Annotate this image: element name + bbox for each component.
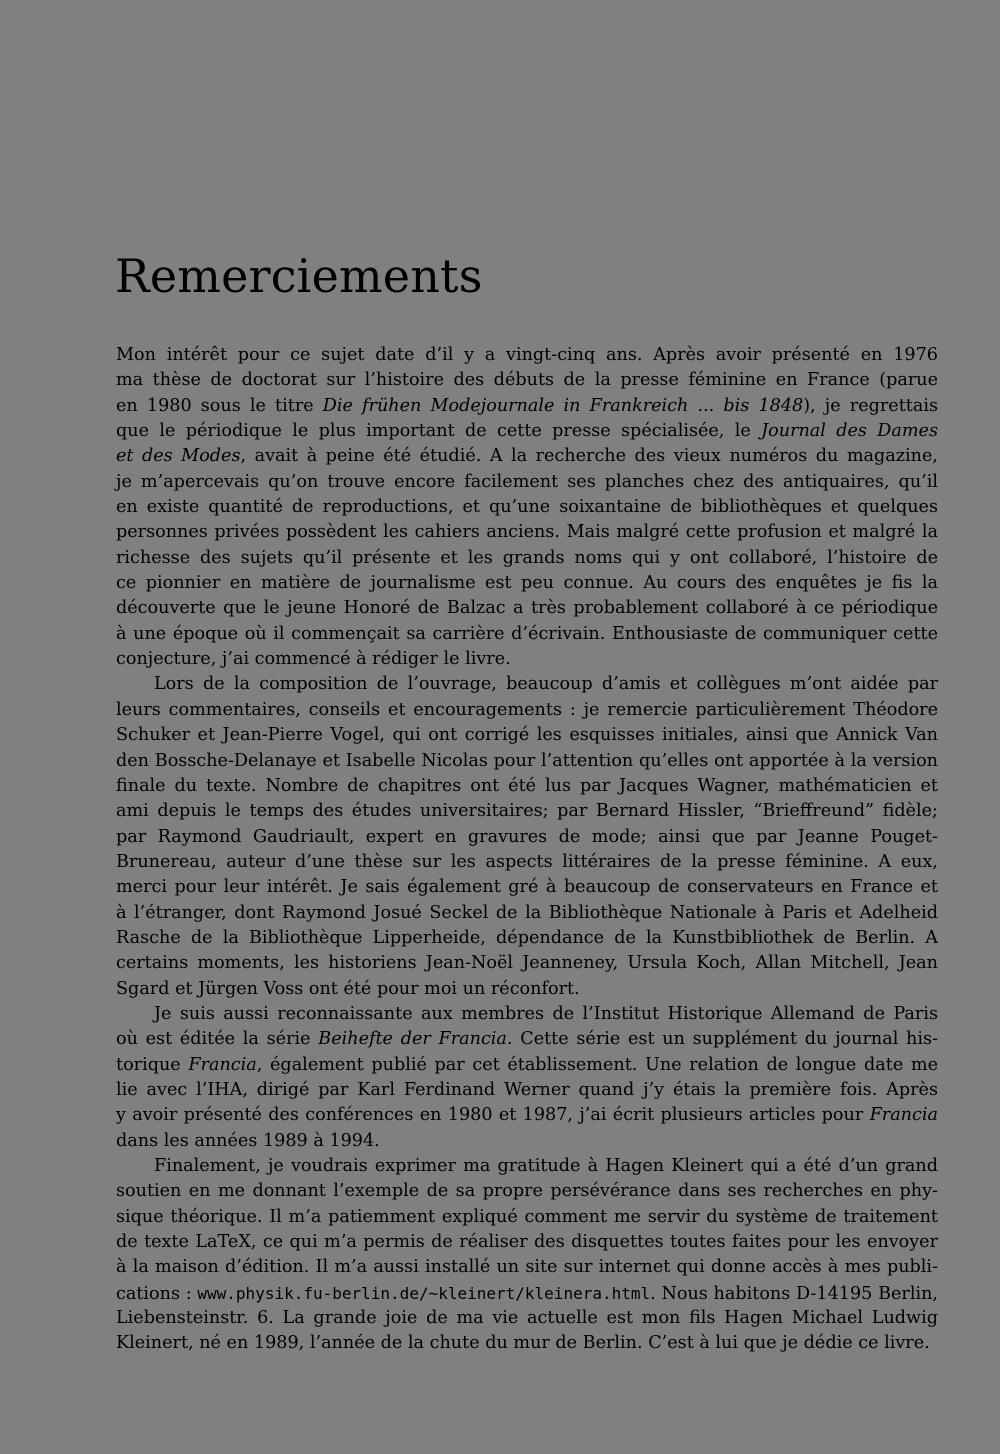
text-line xyxy=(116,723,938,748)
text-run: à la maison d’édition. Il m’a aussi installé un site sur internet qui donne accès à mes publi- xyxy=(116,1257,938,1278)
text-run: soutien en me donnant l’exemple de sa propre persévérance dans ses recherches en phy- xyxy=(116,1181,938,1202)
text-line xyxy=(116,1078,938,1103)
text-line xyxy=(116,622,938,647)
text-run: lie avec l’IHA, dirigé par Karl Ferdinand Werner quand j’y étais la première fois. Après xyxy=(116,1079,938,1100)
text-run: merci pour leur intérêt. Je sais également gré à beaucoup de conservateurs en France et xyxy=(116,877,938,898)
text-run: Liebensteinstr. 6. La grande joie de ma vie actuelle est mon fils Hagen Michael Ludwig xyxy=(116,1308,938,1329)
text-line xyxy=(116,901,938,926)
text-run: , également publié par cet établissement. Une relation de longue date me xyxy=(256,1054,938,1075)
text-run: . Cette série est un supplément du journal his- xyxy=(506,1029,938,1050)
text-line xyxy=(116,1205,938,1230)
italic-text: Journal des Dames xyxy=(761,421,938,442)
text-line xyxy=(116,419,938,444)
text-line xyxy=(116,825,938,850)
text-run: certains moments, les historiens Jean-Noël Jeanneney, Ursula Koch, Allan Mitchell, Jean xyxy=(116,953,938,974)
text-run: dans les années 1989 à 1994. xyxy=(116,1130,380,1151)
text-run: . Nous habitons D-14195 Berlin, xyxy=(650,1283,938,1304)
text-line xyxy=(116,1129,938,1154)
text-line xyxy=(116,799,938,824)
text-run: ), je regrettais xyxy=(803,395,938,416)
text-run: à une époque où il commençait sa carrière d’écrivain. Enthousiaste de communiquer cette xyxy=(116,623,938,644)
text-line xyxy=(116,470,938,495)
text-line xyxy=(116,495,938,520)
italic-text: Beihefte der Francia xyxy=(318,1029,507,1050)
text-line xyxy=(116,850,938,875)
text-line xyxy=(116,1103,938,1128)
text-run: Sgard et Jürgen Voss ont été pour moi un réconfort. xyxy=(116,978,580,999)
text-line xyxy=(116,1331,938,1356)
text-run: Brunereau, auteur d’une thèse sur les aspects littéraires de la presse féminine. A eux, xyxy=(116,851,938,872)
text-line xyxy=(116,926,938,951)
text-line xyxy=(116,571,938,596)
text-line xyxy=(116,774,938,799)
text-run: Rasche de la Bibliothèque Lipperheide, dépendance de la Kunstbibliothek de Berlin. A xyxy=(116,927,938,948)
text-run: y avoir présenté des conférences en 1980 et 1987, j’ai écrit plusieurs articles pour xyxy=(116,1105,870,1126)
text-line xyxy=(116,1306,938,1331)
text-line xyxy=(116,520,938,545)
text-run: Lors de la composition de l’ouvrage, beaucoup d’amis et collègues m’ont aidée par xyxy=(154,674,938,695)
text-line xyxy=(116,951,938,976)
text-run: sique théorique. Il m’a patiemment expliqué comment me servir du système de traitement xyxy=(116,1206,938,1227)
text-line xyxy=(116,444,938,469)
paragraph xyxy=(116,1002,938,1154)
text-line xyxy=(116,647,938,672)
paragraph xyxy=(116,1154,938,1357)
text-run: en existe quantité de reproductions, et qu’une soixantaine de bibliothèques et quelques xyxy=(116,497,938,518)
text-run: à l’étranger, dont Raymond Josué Seckel de la Bibliothèque Nationale à Paris et Adelheid xyxy=(116,902,938,923)
text-run: ma thèse de doctorat sur l’histoire des débuts de la presse féminine en France (parue xyxy=(116,370,938,391)
text-run: personnes privées possèdent les cahiers anciens. Mais malgré cette profusion et malgré la xyxy=(116,522,938,543)
text-line xyxy=(116,1179,938,1204)
text-run: conjecture, j’ai commencé à rédiger le livre. xyxy=(116,649,511,670)
text-run: finale du texte. Nombre de chapitres ont été lus par Jacques Wagner, mathématicien et xyxy=(116,775,938,796)
text-run: , avait à peine été étudié. A la recherche des vieux numéros du magazine, xyxy=(240,446,939,467)
text-line xyxy=(116,672,938,697)
text-line xyxy=(116,1027,938,1052)
italic-text: et des Modes xyxy=(116,446,241,467)
text-run: torique xyxy=(116,1054,189,1075)
text-line xyxy=(116,1154,938,1179)
text-line xyxy=(116,875,938,900)
text-line xyxy=(116,1053,938,1078)
text-run: ce pionnier en matière de journalisme est peu connue. Au cours des enquêtes je fis la xyxy=(116,573,938,594)
text-line xyxy=(116,343,938,368)
text-line xyxy=(116,977,938,1002)
text-run: Kleinert, né en 1989, l’année de la chute du mur de Berlin. C’est à lui que je dédie ce livre. xyxy=(116,1333,930,1354)
text-line xyxy=(116,1281,938,1306)
text-run: par Raymond Gaudriault, expert en gravures de mode; ainsi que par Jeanne Pouget- xyxy=(116,826,938,847)
text-run: où est éditée la série xyxy=(116,1029,319,1050)
url-text: www.physik.fu-berlin.de/~kleinert/kleinera.html xyxy=(197,1283,651,1303)
paragraph xyxy=(116,343,938,672)
text-run: ami depuis le temps des études universitaires; par Bernard Hissler, “Brieffreund” fidèle; xyxy=(116,801,938,822)
text-line xyxy=(116,1230,938,1255)
text-run: je m’apercevais qu’on trouve encore facilement ses planches chez des antiquaires, qu’il xyxy=(116,471,938,492)
text-line xyxy=(116,596,938,621)
text-run: que le périodique le plus important de cette presse spécialisée, le xyxy=(116,421,762,442)
text-run: Schuker et Jean-Pierre Vogel, qui ont corrigé les esquisses initiales, ainsi que Annick Van xyxy=(116,725,938,746)
page-title: Remerciements xyxy=(115,249,483,303)
text-run: richesse des sujets qu’il présente et les grands noms qui y ont collaboré, l’histoire de xyxy=(116,547,938,568)
text-run: de texte LaTeX, ce qui m’a permis de réaliser des disquettes toutes faites pour les envoyer xyxy=(116,1232,938,1253)
italic-text: Francia xyxy=(188,1054,257,1075)
paragraph xyxy=(116,672,938,1001)
italic-text: Die frühen Modejournale in Frankreich ... bis 1848 xyxy=(322,395,804,416)
text-line xyxy=(116,546,938,571)
text-run: cations : xyxy=(116,1283,198,1304)
text-line xyxy=(116,749,938,774)
text-run: Mon intérêt pour ce sujet date d’il y a vingt-cinq ans. Après avoir présenté en 1976 xyxy=(116,345,938,365)
text-line xyxy=(116,1255,938,1280)
text-run: Je suis aussi reconnaissante aux membres de l’Institut Historique Allemand de Paris xyxy=(154,1003,938,1024)
body-text xyxy=(116,343,938,1357)
text-run: découverte que le jeune Honoré de Balzac a très probablement collaboré à ce périodique xyxy=(116,598,938,619)
text-line xyxy=(116,368,938,393)
text-run: den Bossche-Delanaye et Isabelle Nicolas pour l’attention qu’elles ont apportée à la version xyxy=(116,750,938,771)
text-line xyxy=(116,1002,938,1027)
text-line xyxy=(116,698,938,723)
text-run: leurs commentaires, conseils et encouragements : je remercie particulièrement Théodore xyxy=(116,699,938,720)
text-run: en 1980 sous le titre xyxy=(116,395,323,416)
italic-text: Francia xyxy=(869,1105,938,1126)
text-line xyxy=(116,394,938,419)
text-run: Finalement, je voudrais exprimer ma gratitude à Hagen Kleinert qui a été d’un grand xyxy=(154,1156,938,1176)
